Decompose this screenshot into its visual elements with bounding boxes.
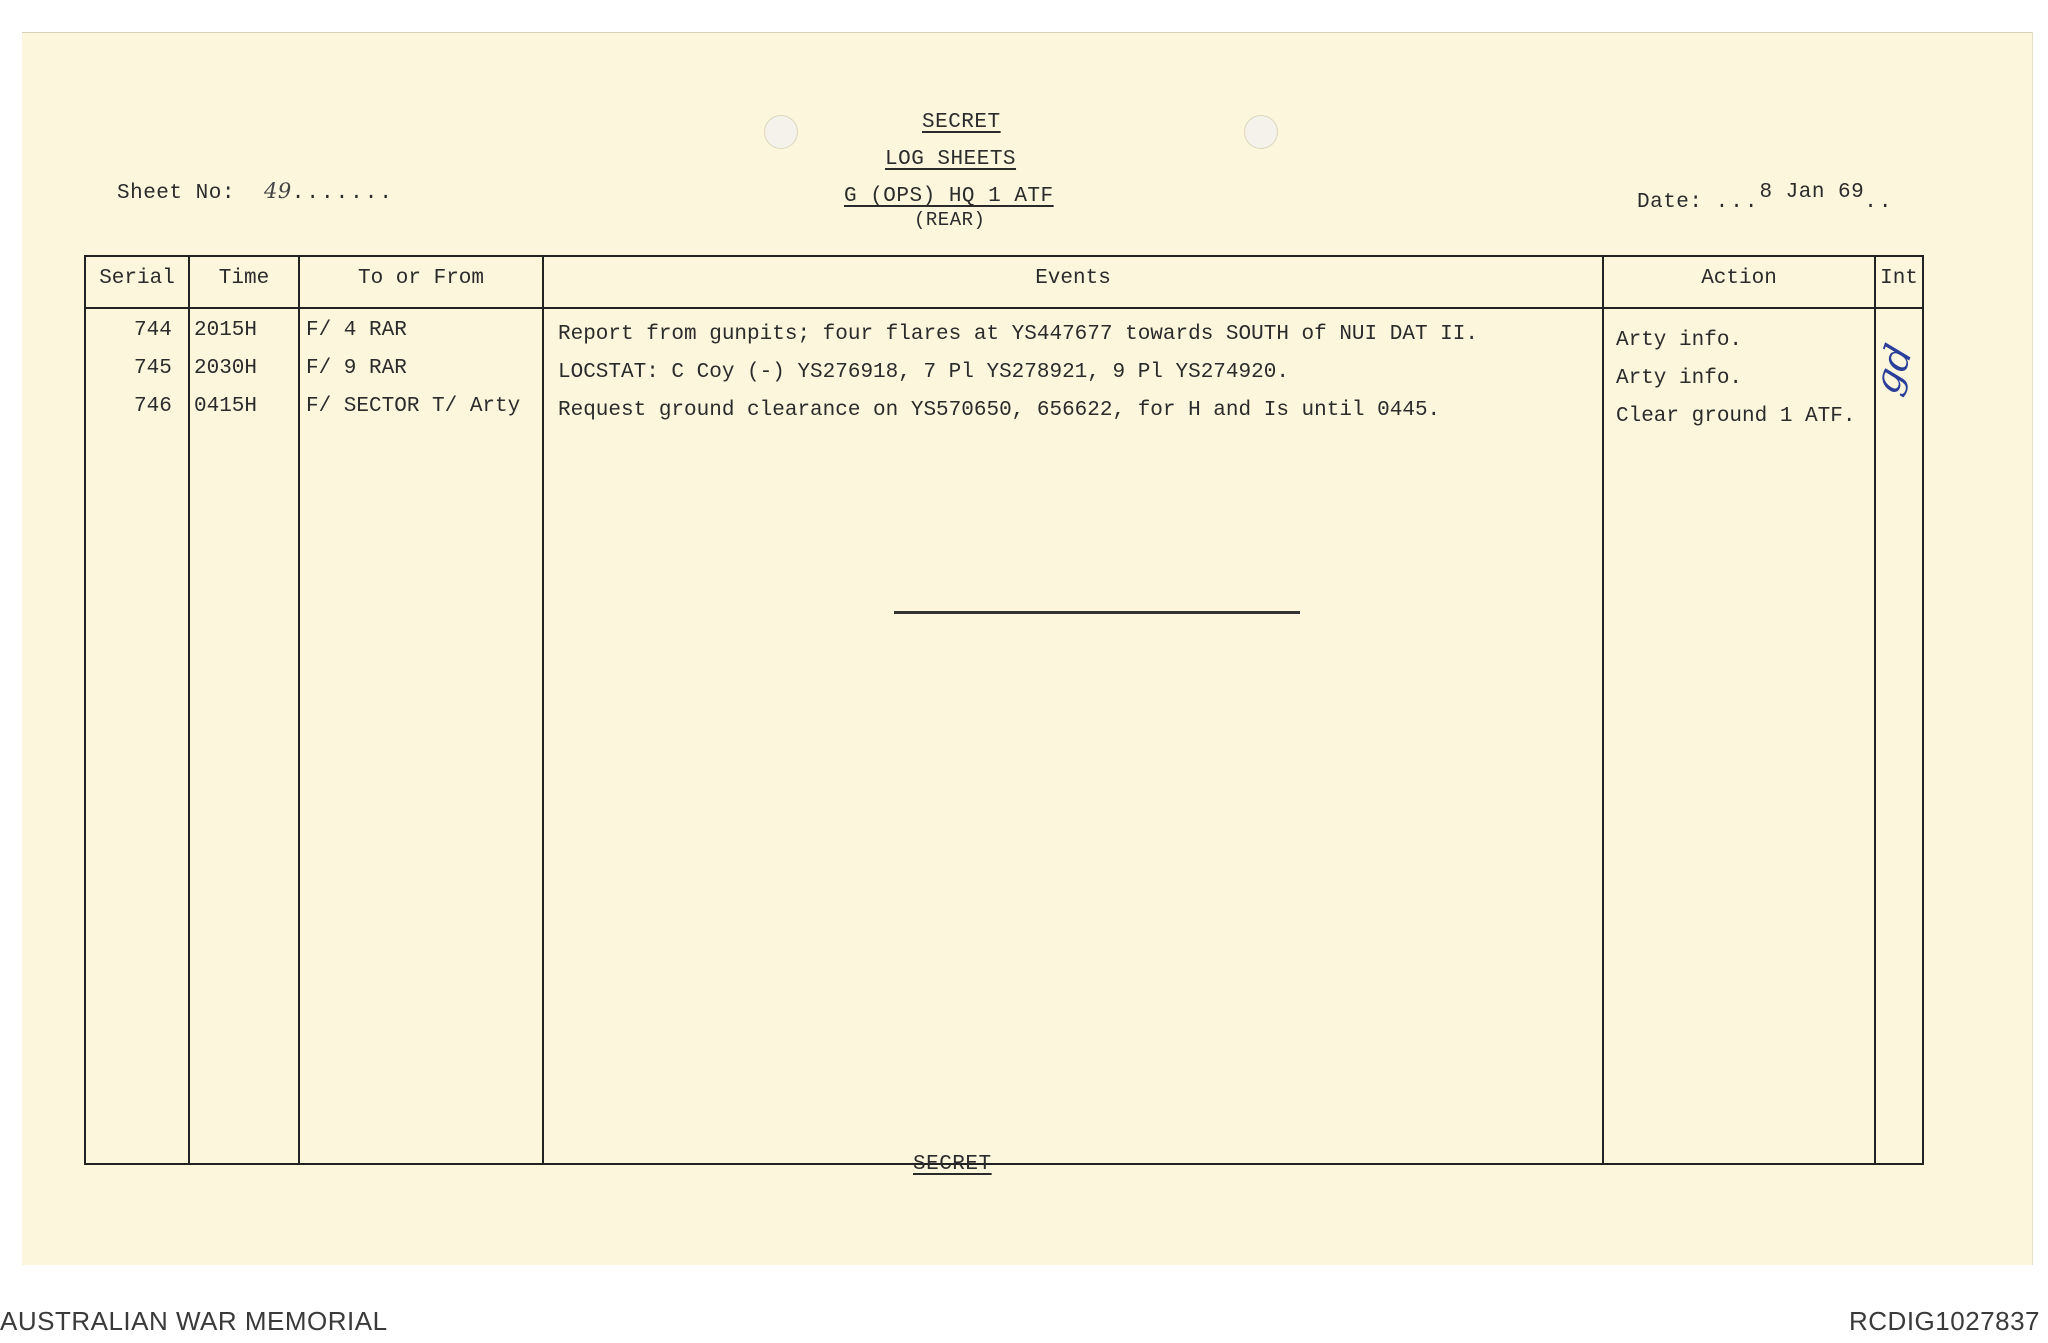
- archive-credit: AUSTRALIAN WAR MEMORIAL: [0, 1306, 388, 1336]
- date-field: [1637, 181, 1894, 214]
- row-events: LOCSTAT: C Coy (-) YS276918, 7 Pl YS278921, 9 Pl YS274920.: [558, 361, 1289, 384]
- log-sheet-paper: [22, 32, 2033, 1265]
- fill-dots: .......: [291, 182, 394, 205]
- unit-subtitle: (REAR): [914, 209, 986, 231]
- column-divider: [1602, 257, 1604, 1163]
- date-value: 8 Jan 69: [1759, 181, 1865, 204]
- classification-bottom: SECRET: [913, 1153, 992, 1176]
- row-to-from: F/ 4 RAR: [306, 319, 407, 342]
- column-divider: [1874, 257, 1876, 1163]
- header-to-from: To or From: [357, 267, 485, 290]
- header-events: Events: [1035, 267, 1111, 290]
- unit-name: G (OPS) HQ 1 ATF: [844, 185, 1054, 208]
- header-serial: Serial: [99, 267, 175, 290]
- row-action: Arty info.: [1616, 329, 1743, 352]
- row-events: Report from gunpits; four flares at YS447677 towards SOUTH of NUI DAT II.: [558, 323, 1478, 346]
- punch-hole-right: [1244, 115, 1278, 149]
- row-serial: 745: [134, 357, 172, 380]
- header-divider: [86, 307, 1922, 309]
- punch-hole-left: [764, 115, 798, 149]
- column-divider: [188, 257, 190, 1163]
- sheet-number-label: Sheet No:: [117, 182, 235, 205]
- log-table: [84, 255, 1924, 1165]
- row-to-from: F/ 9 RAR: [306, 357, 407, 380]
- row-time: 0415H: [194, 395, 258, 418]
- column-divider: [298, 257, 300, 1163]
- row-time: 2015H: [194, 319, 258, 342]
- fill-dots: ...: [1715, 191, 1760, 214]
- row-serial: 744: [134, 319, 172, 342]
- date-label: Date:: [1637, 191, 1703, 214]
- end-of-entries-rule: [894, 611, 1300, 614]
- row-events: Request ground clearance on YS570650, 656622, for H and Is until 0445.: [558, 399, 1441, 422]
- header-time: Time: [218, 267, 270, 290]
- row-to-from: F/ SECTOR T/ Arty: [306, 395, 521, 418]
- fill-dots: ..: [1864, 191, 1894, 214]
- header-int: Int: [1880, 267, 1918, 290]
- row-serial: 746: [134, 395, 172, 418]
- column-divider: [542, 257, 544, 1163]
- row-time: 2030H: [194, 357, 258, 380]
- handwritten-initials: gd: [1863, 338, 1922, 400]
- header-action: Action: [1701, 267, 1777, 290]
- row-action: Clear ground 1 ATF.: [1616, 405, 1856, 428]
- row-action: Arty info.: [1616, 367, 1743, 390]
- sheet-number-field: [117, 179, 394, 205]
- sheet-number-value: 49: [264, 179, 292, 203]
- archive-reference: RCDIG1027837: [1849, 1306, 2040, 1336]
- classification-top: SECRET: [922, 111, 1001, 134]
- document-title: LOG SHEETS: [885, 148, 1017, 171]
